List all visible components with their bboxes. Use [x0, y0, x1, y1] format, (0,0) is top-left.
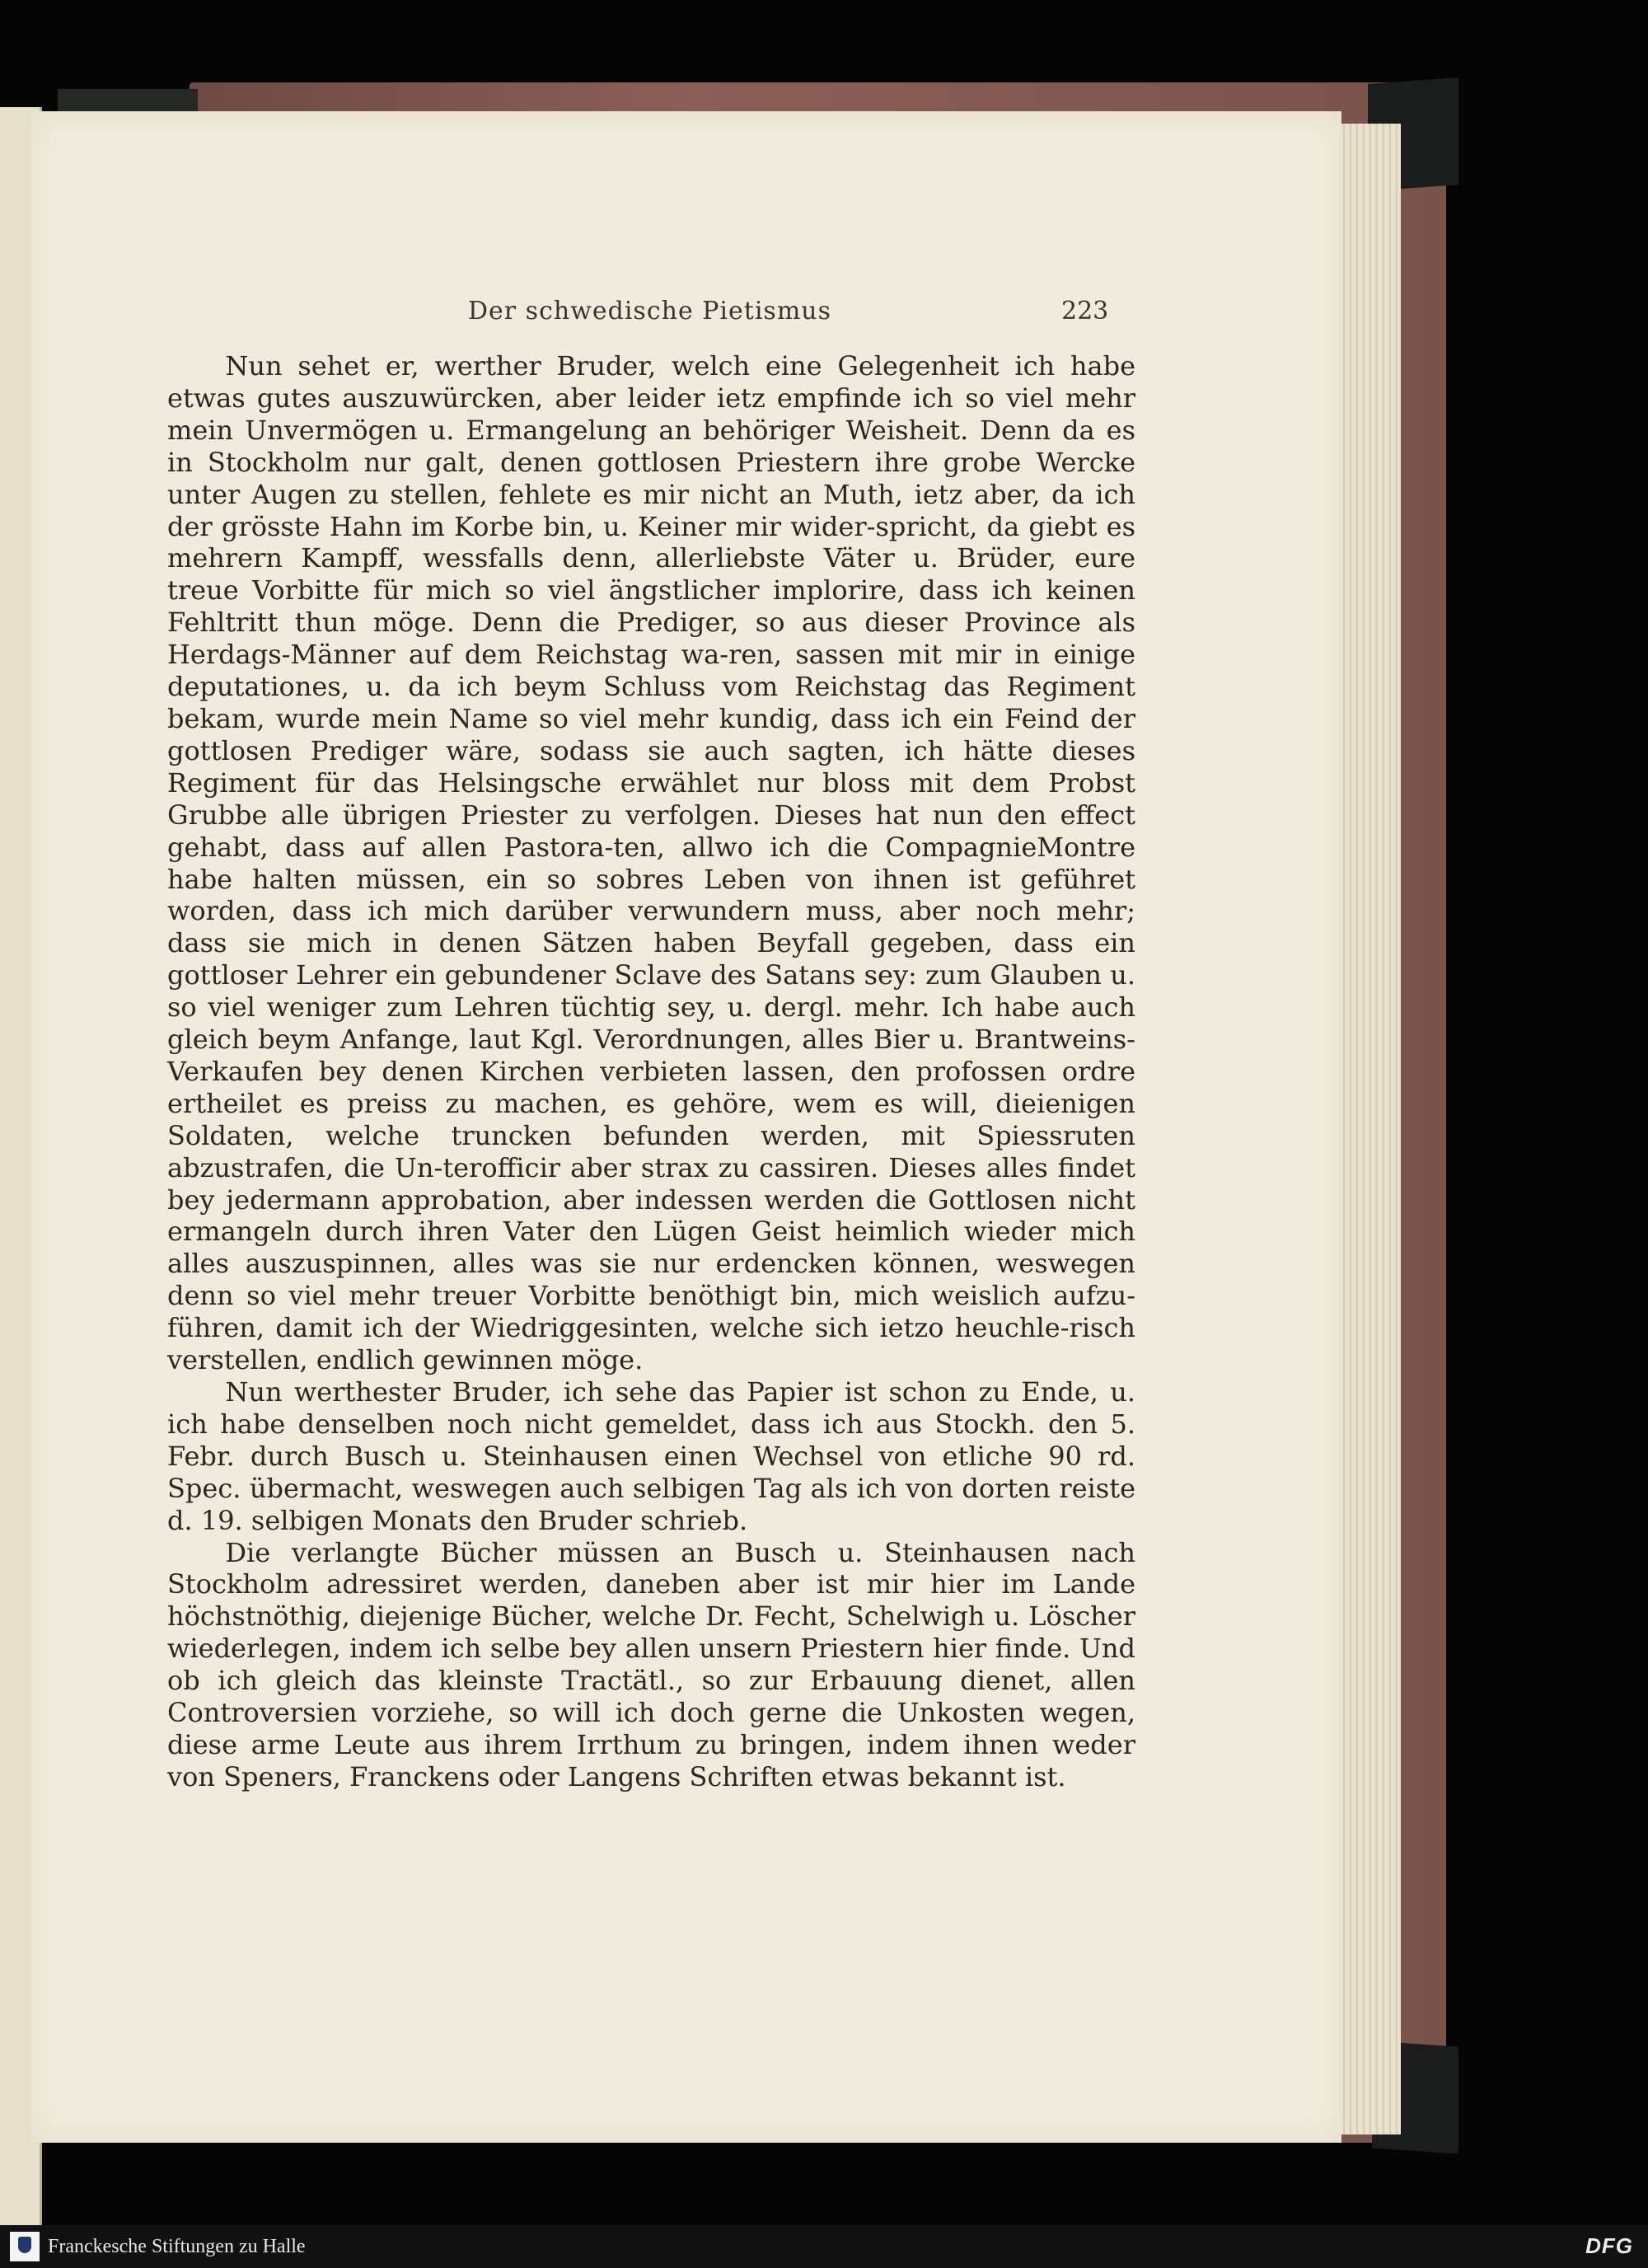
paragraph: Nun sehet er, werther Bruder, welch eine Gelegenheit ich habe etwas gutes auszuwürcken, aber leider ietz empfinde ich so viel mehr mein Unvermögen u. Ermangelung an behöriger Weisheit. Denn da es in Stockholm nur galt, denen gottlosen Priestern ihre grobe Wercke unter Augen zu stellen, fehlete es mir nicht an Muth, ietz aber, da ich der grösste Hahn im Korbe bin, u. Keiner mir wider-spricht, da giebt es mehrern Kampff, wessfalls denn, allerliebste Väter u. Brüder, eure treue Vorbitte für mich so viel ängstlicher implorire, dass ich keinen Fehltritt thun möge. Denn die Prediger, so aus dieser Province als Herdags-Männer auf dem Reichstag wa-ren, sassen mit mir in einige deputationes, u. da ich beym Schluss vom Reichstag das Regiment bekam, wurde mein Name so viel mehr kundig, dass ich ein Feind der gottlosen Prediger wäre, sodass sie auch sagten, ich hätte dieses Regiment für das Helsingsche erwählet nur bloss mit dem Probst Grubbe alle übrigen Priester zu verfolgen. Dieses hat nun den effect gehabt, dass auf allen Pastora-ten, allwo ich die CompagnieMontre habe halten müssen, ein so sobres Leben von ihnen ist geführet worden, dass ich mich darüber verwundern muss, aber noch mehr; dass sie mich in denen Sätzen haben Beyfall gegeben, dass ein gottloser Lehrer ein gebundener Sclave des Satans sey: zum Glauben u. so viel weniger zum Lehren tüchtig sey, u. dergl. mehr. Ich habe auch gleich beym Anfange, laut Kgl. Verordnungen, alles Bier u. Brantweins-Verkaufen bey denen Kirchen verbieten lassen, den profossen ordre ertheilet es preiss zu machen, es gehöre, wem es will, dieienigen Soldaten, welche truncken befunden werden, mit Spiessruten abzustrafen, die Un-terofficir aber strax zu cassiren. Dieses alles findet bey jedermann approbation, aber indessen werden die Gottlosen nicht ermangeln durch ihren Vater den Lügen Geist heimlich wieder mich alles auszuspinnen, alles was sie nur erdencken können, weswegen denn so viel mehr treuer Vorbitte benöthigt bin, mich weislich aufzu-führen, damit ich der Wiedriggesinten, welche sich ietzo heuchle-risch verstellen, endlich gewinnen möge. [167, 350, 1135, 1376]
running-title: Der schwedische Pietismus [468, 297, 831, 326]
viewer-footer [0, 2225, 1648, 2268]
dfg-logo[interactable]: DFG [1585, 2233, 1633, 2258]
page-number: 223 [1061, 297, 1109, 326]
paragraph: Nun werthester Bruder, ich sehe das Papier ist schon zu Ende, u. ich habe denselben noch nicht gemeldet, dass ich aus Stockh. den 5. Febr. durch Busch u. Steinhausen einen Wechsel von etliche 90 rd. Spec. übermacht, weswegen auch selbigen Tag als ich von dorten reiste d. 19. selbigen Monats den Bruder schrieb. [167, 1376, 1135, 1536]
book-page [31, 111, 1341, 2143]
paragraph: Die verlangte Bücher müssen an Busch u. Steinhausen nach Stockholm adressiret werden, daneben aber ist mir hier im Lande höchstnöthig, diejenige Bücher, welche Dr. Fecht, Schelwigh u. Löscher wiederlegen, indem ich selbe bey allen unsern Priestern hier finde. Und ob ich gleich das kleinste Tractätl., so zur Erbauung dienet, allen Controversien vorziehe, so will ich doch gerne die Unkosten wegen, diese arme Leute aus ihrem Irrthum zu bringen, indem ihnen weder von Speners, Franckens oder Langens Schriften etwas bekannt ist. [167, 1536, 1135, 1792]
body-text [167, 350, 1135, 1793]
institution-logo-icon [10, 2232, 40, 2261]
institution-name[interactable]: Franckesche Stiftungen zu Halle [48, 2236, 306, 2257]
